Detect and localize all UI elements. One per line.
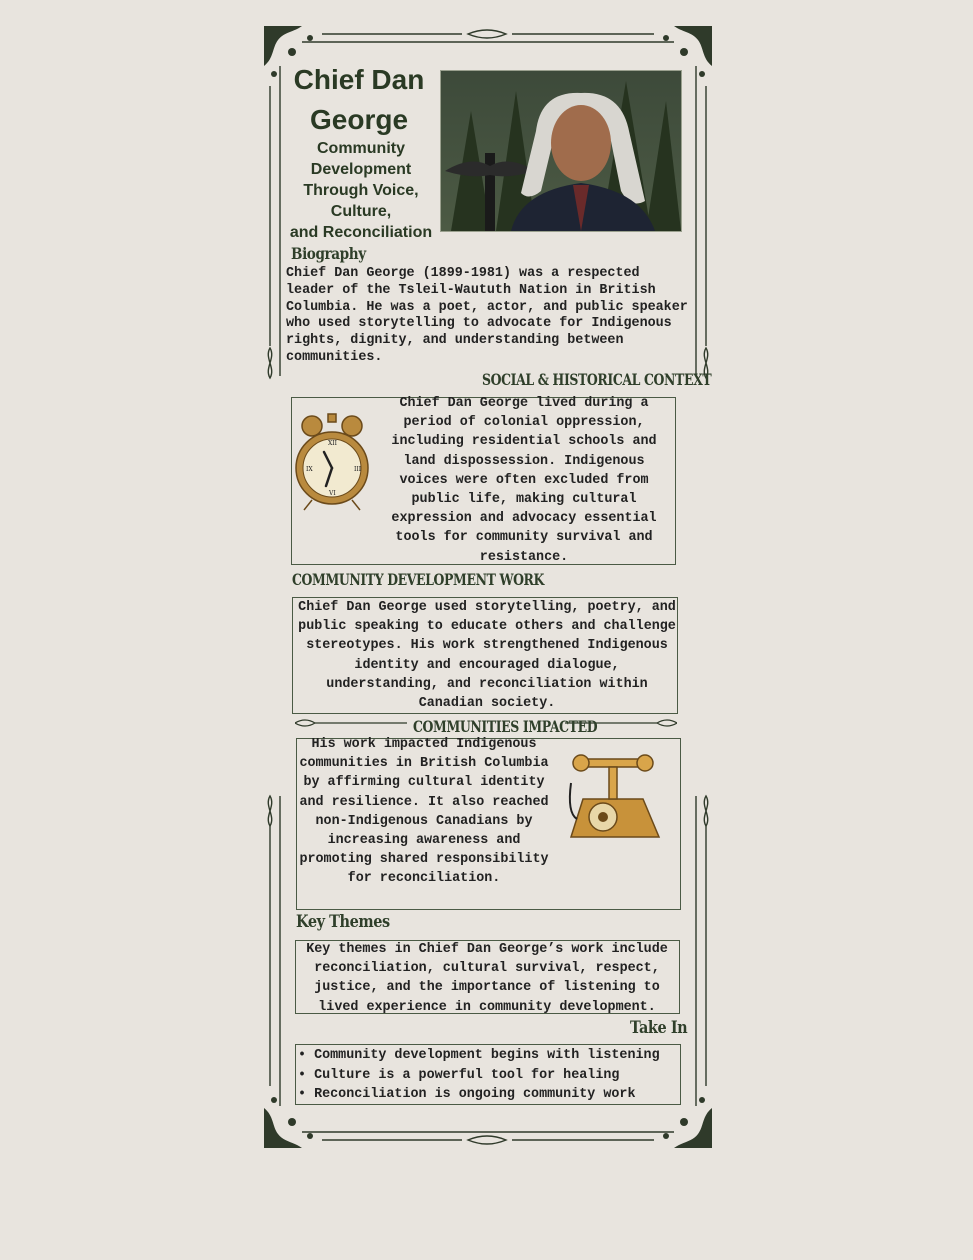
- key-themes-box: [295, 940, 680, 1014]
- svg-text:XII: XII: [328, 440, 338, 447]
- biography-text: Chief Dan George (1899-1981) was a respected leader of the Tsleil-Waututh Nation in British Columbia. He was a poet, actor, and public speaker who used storytelling to advocate for Indigenous rights, dignity, and understanding between communities.: [286, 266, 688, 365]
- subtitle-line: Culture,: [330, 203, 392, 220]
- key-themes-text: Key themes in Chief Dan George’s work include reconciliation, cultural survival, respect, justice, and the importance of listening to lived experience in community development.: [306, 942, 668, 1015]
- context-box: [291, 397, 676, 565]
- subtitle-line: and Reconciliation: [289, 224, 433, 241]
- list-item: • Community development begins with listening: [298, 1048, 660, 1063]
- community-work-heading: COMMUNITY DEVELOPMENT WORK: [292, 570, 545, 589]
- communities-impacted-box: [296, 738, 681, 910]
- takeaway-list: [298, 1046, 660, 1105]
- svg-text:III: III: [354, 466, 362, 473]
- context-text: Chief Dan George lived during a period of colonial oppression, including residential schools and land dispossession. Indigenous voices were often excluded from public life, making cultural expression and advocacy essential tools for community survival and resistance.: [391, 396, 657, 565]
- subtitle-line: Community: [317, 140, 405, 157]
- take-in-heading: Take In: [630, 1018, 688, 1038]
- communities-impacted-text: His work impacted Indigenous communities in British Columbia by affirming cultural identity and resilience. It also reached non-Indigenous Canadians by increasing awareness and promoting shared responsibility for reconciliation.: [299, 737, 549, 887]
- svg-text:IX: IX: [306, 466, 313, 473]
- community-work-text: Chief Dan George used storytelling, poetry, and public speaking to educate others and challenge stereotypes. His work strengthened Indigenous identity and encouraged dialogue, understanding, and reconciliation within Canadian society.: [298, 600, 676, 712]
- telephone-icon: [565, 753, 663, 843]
- key-themes-heading: Key Themes: [296, 912, 390, 932]
- biography-heading: Biography: [291, 244, 366, 263]
- list-item: • Culture is a powerful tool for healing: [298, 1067, 620, 1083]
- list-item: • Reconciliation is ongoing community work: [298, 1087, 636, 1103]
- alarm-clock-icon: [294, 412, 370, 512]
- subtitle-line: Through Voice,: [303, 182, 419, 199]
- communities-impacted-heading: COMMUNITIES IMPACTED: [413, 717, 598, 736]
- page-subtitle: [282, 138, 440, 243]
- svg-text:VI: VI: [329, 490, 336, 497]
- portrait-photo: [440, 70, 682, 232]
- context-heading: SOCIAL & HISTORICAL CONTEXT: [482, 370, 712, 389]
- community-work-box: [292, 597, 678, 714]
- take-in-box: [295, 1044, 681, 1105]
- page-title: Chief Dan George: [293, 64, 425, 135]
- subtitle-line: Development: [310, 161, 412, 178]
